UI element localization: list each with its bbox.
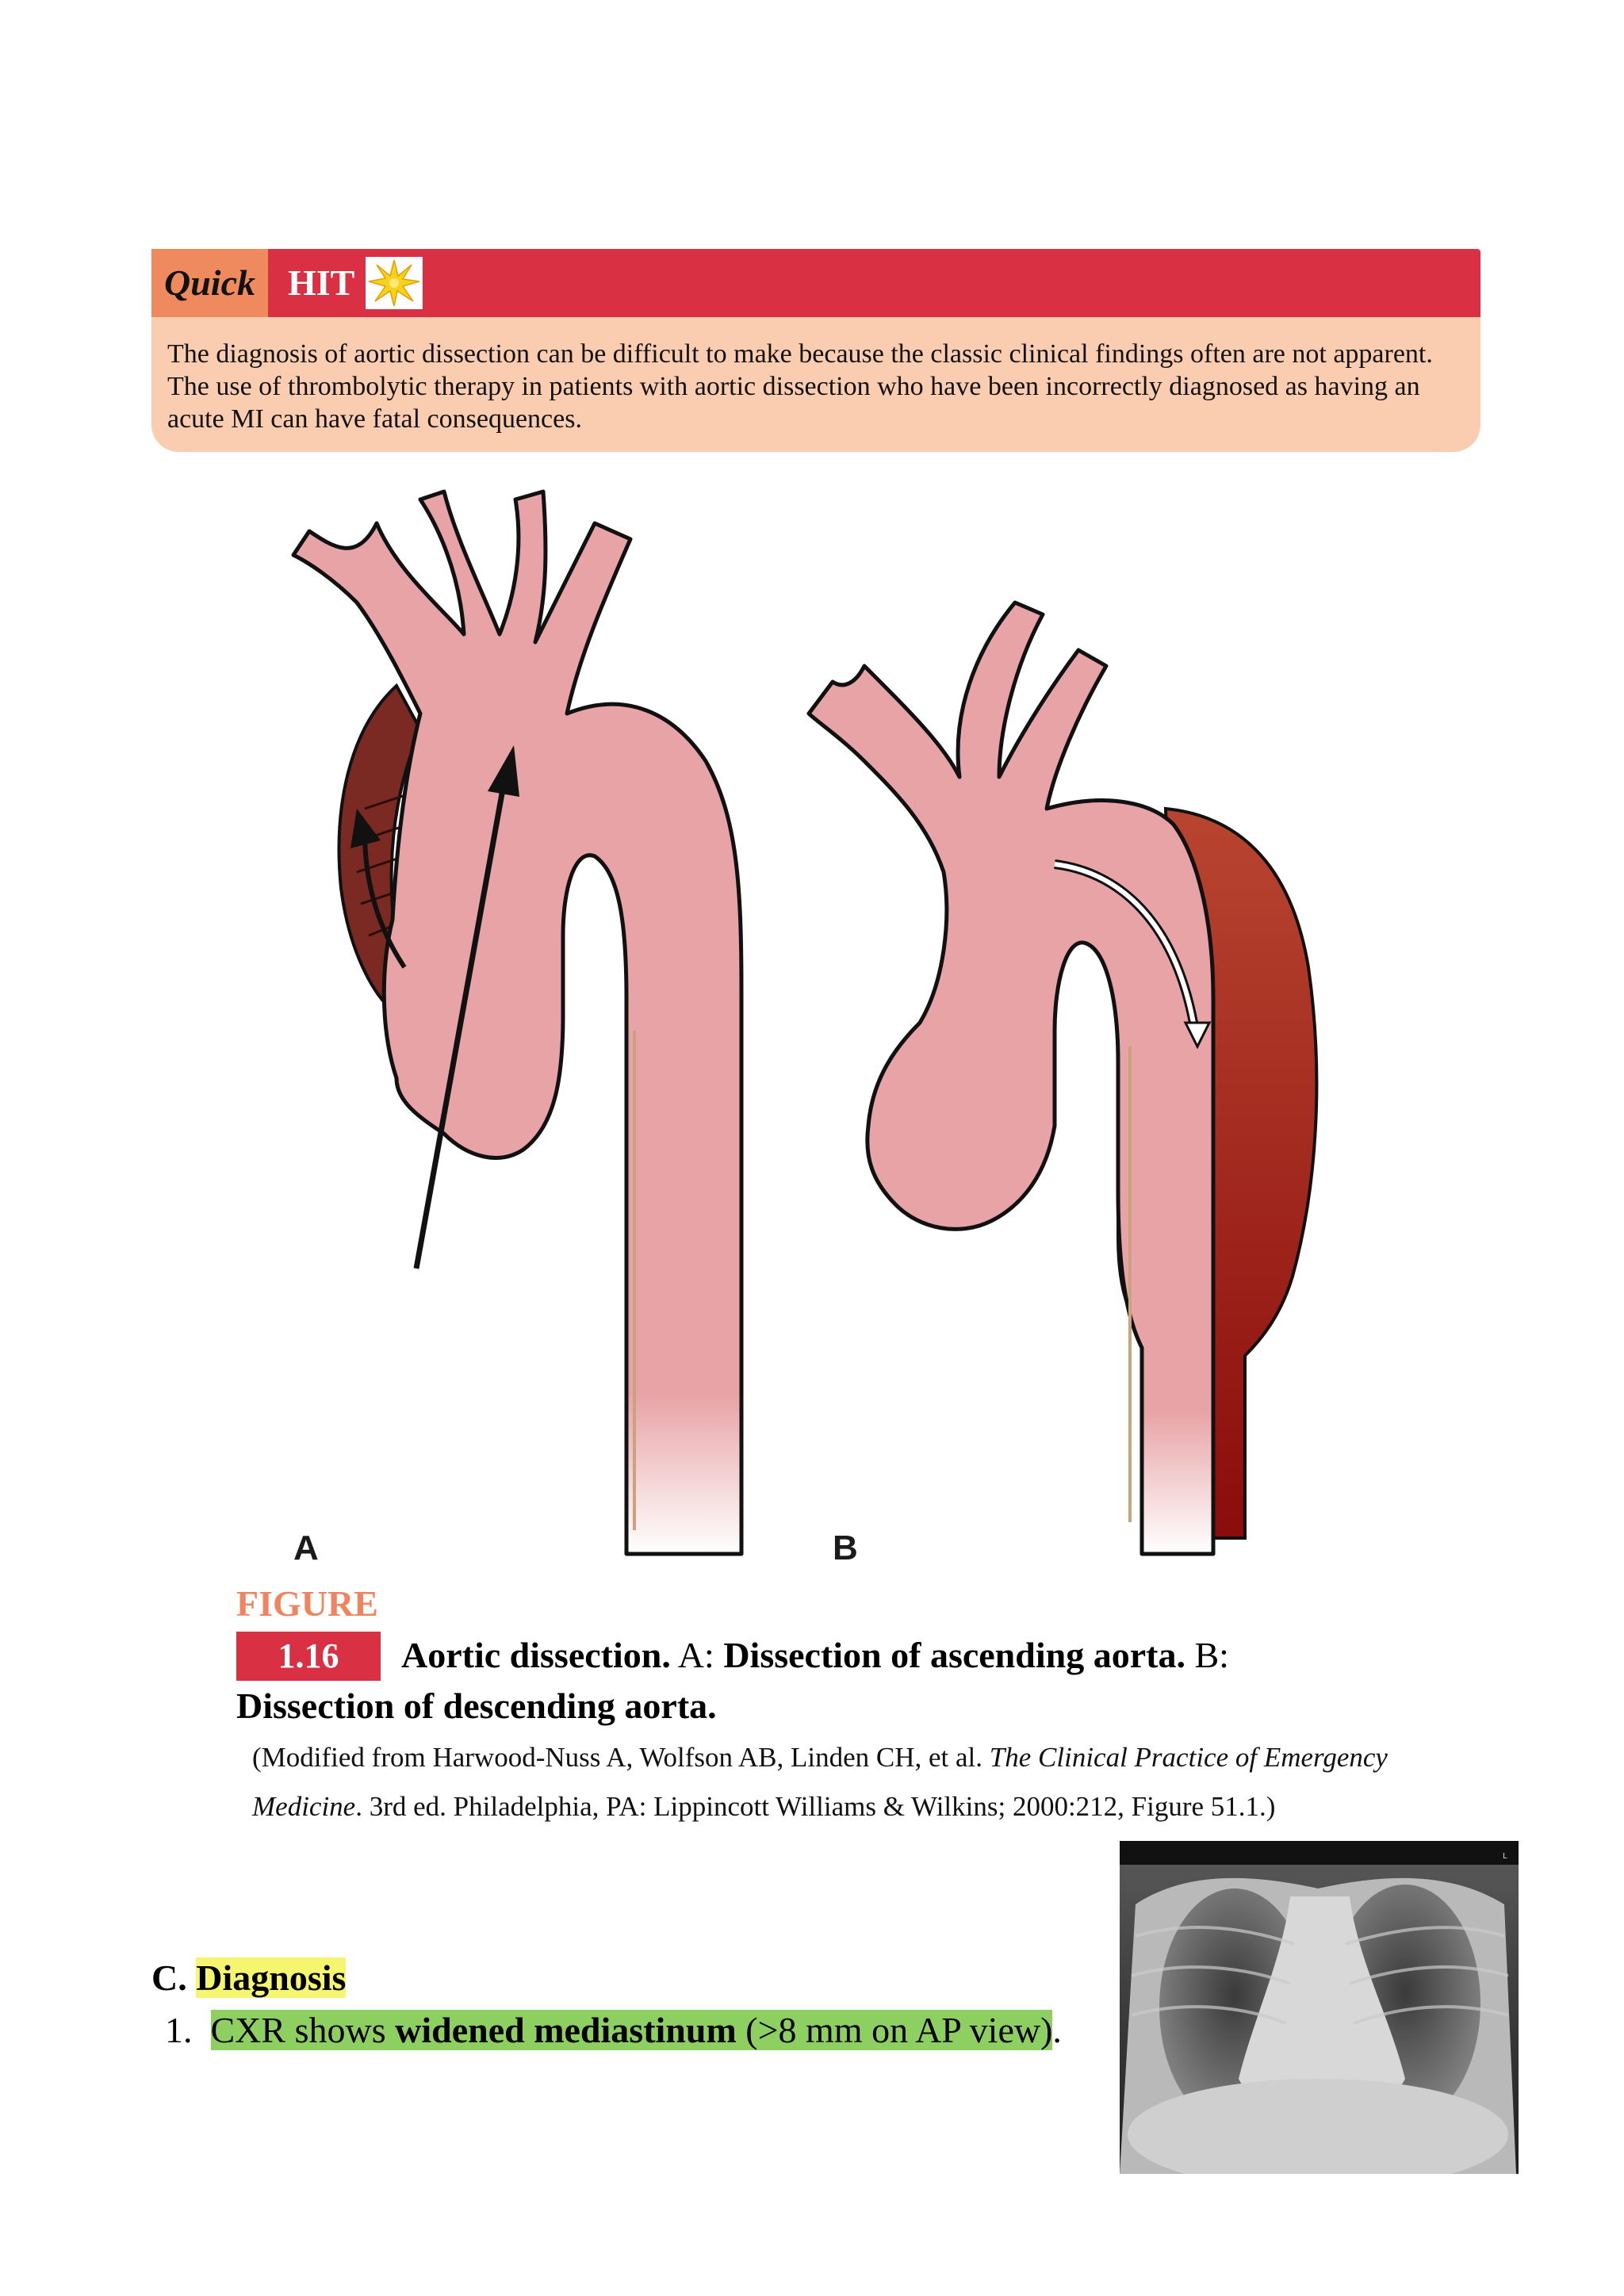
chest-xray-image [1120, 1841, 1519, 2174]
panel-a-label: A [293, 1529, 319, 1567]
figure-title-part-3: Dissection of descending aorta. [236, 1686, 717, 1726]
quick-hit-text: The diagnosis of aortic dissection can be difficult to make because the classic clinical findings often are not apparent. The use of thrombolytic therapy in patients with aortic dissection who have been incorrectly diagnosed as having an acute MI can have fatal consequences. [151, 317, 1480, 452]
source-post: . 3rd ed. Philadelphia, PA: Lippincott Williams & Wilkins; 2000:212, Figure 51.1.) [355, 1791, 1276, 1822]
section-prefix: C. [151, 1957, 197, 1998]
panel-b-drawing [809, 603, 1316, 1554]
figure-word: FIGURE [236, 1583, 378, 1624]
quick-label: Quick [151, 249, 268, 317]
figure-number-badge: 1.16 [236, 1632, 381, 1681]
list-item-number: 1. [165, 2010, 193, 2050]
diagnosis-heading: Diagnosis [196, 1957, 347, 1998]
finding-bold: widened mediastinum [395, 2010, 737, 2050]
section-heading [151, 1957, 346, 1999]
figure-title-label-b: B: [1185, 1635, 1229, 1675]
figure-title-label-a: A: [670, 1635, 724, 1675]
finding-pre: CXR shows [210, 2010, 396, 2050]
figure-title-part-1: Aortic dissection. [401, 1635, 671, 1675]
finding-end: . [1052, 2010, 1062, 2050]
panel-b-label: B [833, 1529, 858, 1567]
hit-label: HIT [288, 262, 355, 303]
source-pre: (Modified from Harwood-Nuss A, Wolfson AB, Linden CH, et al. [252, 1742, 990, 1773]
figure-title-part-2: Dissection of ascending aorta. [723, 1635, 1185, 1675]
finding-post: (>8 mm on AP view) [736, 2010, 1053, 2050]
figure-source [252, 1733, 1442, 1831]
panel-a-drawing [293, 492, 741, 1554]
svg-text:L: L [1503, 1852, 1507, 1861]
figure-title [236, 1630, 1346, 1732]
quick-hit-header [151, 249, 1480, 317]
starburst-icon [366, 257, 423, 309]
list-item [165, 2006, 1062, 2055]
source-book-title: The Clinical Practice of Emergency Medicine [252, 1742, 1388, 1822]
highlighted-finding [211, 2010, 1053, 2050]
aortic-dissection-illustration [262, 476, 1411, 1586]
